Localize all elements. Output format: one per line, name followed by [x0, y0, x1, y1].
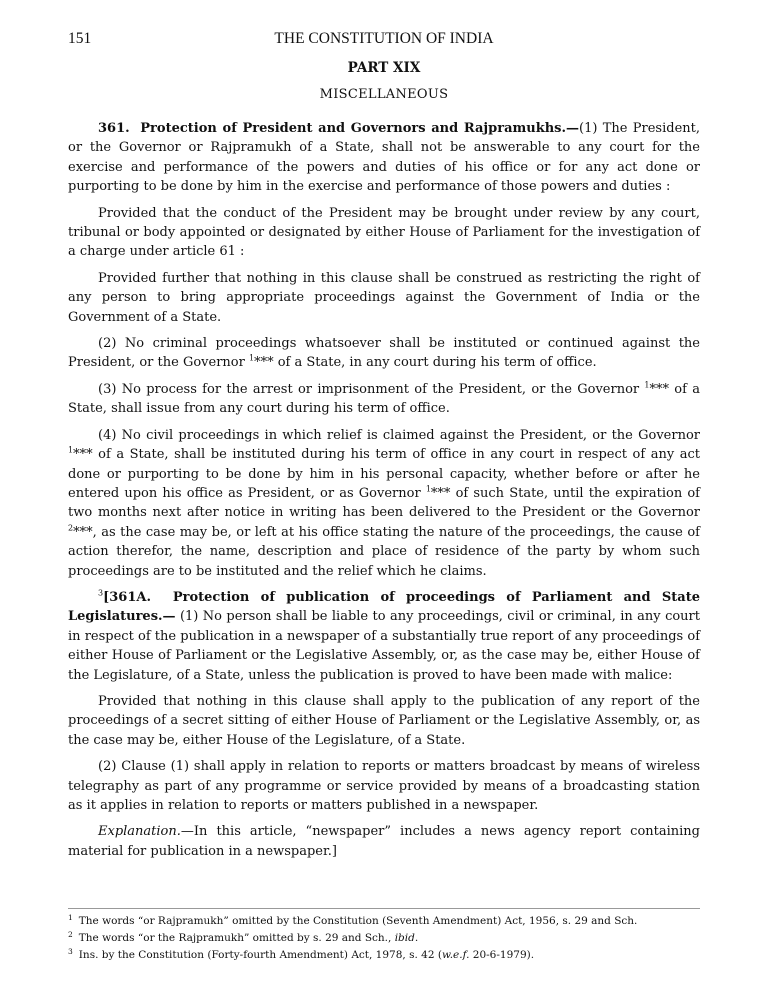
footnote-number: 2: [68, 929, 73, 939]
omission-stars: ***: [649, 381, 670, 397]
explanation-label: Explanation.: [98, 824, 181, 840]
clause-text: of a State, shall issue from any court during his term of office.: [68, 381, 700, 417]
footnote-ref: 1: [68, 445, 74, 455]
clause-text: (2) No criminal proceedings whatsoever shall be instituted or continued against the President, or the Governor: [68, 336, 700, 371]
explanation: [68, 822, 700, 861]
omission-stars: ***: [73, 447, 93, 463]
footnote-italic: ibid.: [394, 932, 419, 944]
footnote-ref: 1: [425, 484, 431, 494]
page-header: [68, 30, 700, 50]
article-number: 361.: [98, 121, 130, 136]
footnote-divider: [68, 908, 700, 909]
footnote-italic: w.e.f.: [441, 949, 470, 961]
part-heading: PART XIX: [347, 60, 421, 76]
clause-text: of a State, in any court during his term of office.: [273, 355, 597, 371]
footnotes: [68, 913, 700, 964]
part-subtitle: MISCELLANEOUS: [319, 87, 449, 102]
clause-text: of a State, shall be instituted during his term of office in any court in respect of any act done or purporting to be done by him in his personal capacity, whether before or after he entered upon his office as President, or as Governor: [68, 447, 700, 501]
running-title: THE CONSTITUTION OF INDIA: [274, 30, 494, 47]
footnote-ref: 3: [98, 588, 104, 598]
clause-text: , as the case may be, or left at his office stating the nature of the proceedings, the cause of action therefor, the name, description and place of residence of the party by whom such proceedings are to be instituted and the relief which he claims.: [68, 524, 700, 579]
footnote-2: [68, 930, 700, 947]
proviso-3: Provided that nothing in this clause shall apply to the publication of any report of the proceedings of a secret sitting of either House of Parliament or the Legislative Assembly, or, as the case may be, either House of the Legislature, of a State.: [68, 693, 700, 748]
footnote-3: [68, 947, 700, 964]
article-heading: Protection of publication of proceedings of Parliament and State Legislatures.—: [68, 589, 700, 625]
clause-text: (4) No civil proceedings in which relief is claimed against the President, or the Governor: [98, 427, 700, 443]
page-number: 151: [68, 30, 92, 47]
omission-stars: ***: [254, 355, 274, 371]
proviso-2: Provided further that nothing in this clause shall be construed as restricting the right of any person to bring appropriate proceedings against the Government of India or the Government of a State.: [68, 270, 700, 325]
article-heading: Protection of President and Governors and Rajpramukhs.—: [140, 121, 580, 136]
footnote-text: The words “or Rajpramukh” omitted by the Constitution (Seventh Amendment) Act, 1956, s. 29 and Sch.: [78, 915, 638, 927]
footnote-text: 20-6-1979).: [469, 949, 535, 961]
document-body: [68, 119, 700, 868]
article-361: [68, 119, 700, 197]
omission-stars: ***: [430, 485, 451, 501]
article-text: (1) The President, or the Governor or Rajpramukh of a State, shall not be answerable to any court for the exercise and performance of the powers and duties of his office or for any act done or purporting to be done by him in the exercise and performance of those powers and duties :: [68, 121, 700, 195]
clause-361a-2: (2) Clause (1) shall apply in relation to reports or matters broadcast by means of wireless telegraphy as part of any programme or service provided by means of a broadcasting station as it applies in relation to reports or matters published in a newspaper.: [68, 759, 700, 813]
footnote-ref: 1: [248, 354, 255, 364]
footnote-ref: 2: [68, 523, 74, 533]
footnote-number: 1: [68, 912, 73, 922]
footnote-text: Ins. by the Constitution (Forty-fourth Amendment) Act, 1978, s. 42 (: [78, 949, 442, 961]
footnote-1: [68, 913, 700, 930]
footnote-number: 3: [68, 946, 73, 956]
clause-3: [68, 380, 700, 419]
proviso-1: Provided that the conduct of the President may be brought under review by any court, tribunal or body appointed or designated by either House of Parliament for the investigation of a charge under article 61 :: [68, 205, 700, 260]
clause-text: (3) No process for the arrest or imprisonment of the President, or the Governor: [98, 381, 645, 397]
article-text: (1) No person shall be liable to any proceedings, civil or criminal, in any court in respect of the publication in a newspaper of a substantially true report of any proceedings of either House of Parliament or the Legislative Assembly, or, as the case may be, either House of the Legislature, of a State, unless the publication is proved to have been made with malice:: [68, 609, 700, 683]
clause-2: [68, 334, 700, 373]
clause-text: of such State, until the expiration of two months next after notice in writing has been delivered to the President or the Governor: [68, 485, 700, 521]
footnote-text: The words “or the Rajpramukh” omitted by s. 29 and Sch.,: [78, 932, 395, 944]
omission-stars: ***: [73, 524, 93, 540]
clause-4: [68, 426, 700, 581]
explanation-text: —In this article, “newspaper” includes a news agency report containing material for publication in a newspaper.]: [68, 824, 700, 859]
article-number: [361A.: [103, 589, 151, 605]
footnote-ref: 1: [644, 380, 650, 390]
article-361a: [68, 588, 700, 685]
